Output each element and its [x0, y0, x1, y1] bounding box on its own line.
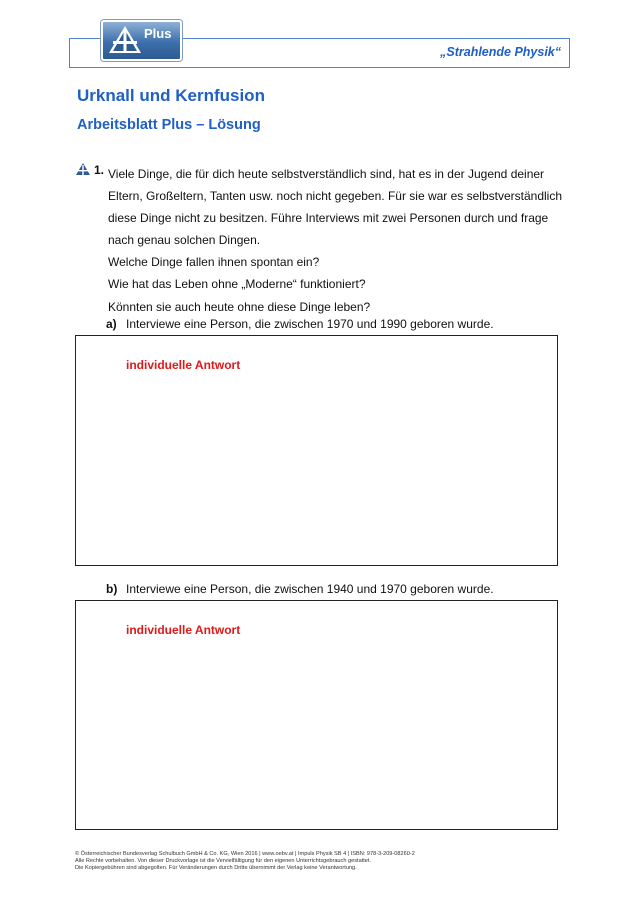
series-title: „Strahlende Physik“	[440, 45, 561, 59]
answer-a: individuelle Antwort	[126, 358, 241, 372]
task-line: Wie hat das Leben ohne „Moderne“ funktioniert?	[108, 277, 366, 292]
footer-line: © Österreichischer Bundesverlag Schulbuch GmbH & Co. KG, Wien 2016 | www.oebv.at | Impuls Physik SB 4 | ISBN: 978-3-209-08260-2	[75, 851, 415, 857]
logo-text: Plus	[144, 26, 172, 41]
pyramid-logo-icon	[107, 25, 143, 55]
subtask-b-label: b)	[106, 582, 118, 596]
task-line: nach genau solchen Dingen.	[108, 233, 261, 248]
task-number: 1.	[94, 163, 105, 177]
subtask-a-label: a)	[106, 317, 117, 331]
pyramid-task-icon	[76, 163, 90, 175]
footer-copyright	[75, 851, 575, 872]
footer-line: Die Kopiergebühren sind abgegolten. Für Veränderungen durch Dritte übernimmt der Verlag keine Verantwortung.	[75, 865, 357, 871]
page-title: Urknall und Kernfusion	[77, 86, 265, 105]
task-line: Eltern, Großeltern, Tanten usw. noch nicht gegeben. Für sie war es selbstverständlich	[108, 189, 563, 204]
footer-line: Alle Rechte vorbehalten. Von dieser Druckvorlage ist die Vervielfältigung für den eigenen Unterrichtsgebrauch gestattet.	[75, 858, 372, 864]
answer-box-a	[75, 335, 558, 566]
answer-b: individuelle Antwort	[126, 623, 241, 637]
page-subtitle: Arbeitsblatt Plus – Lösung	[77, 117, 261, 133]
task-instructions	[108, 163, 570, 318]
task-line: Viele Dinge, die für dich heute selbstverständlich sind, hat es in der Jugend deiner	[108, 167, 545, 181]
subtask-a-text: Interviewe eine Person, die zwischen 1970 und 1990 geboren wurde.	[126, 317, 494, 331]
task-line: diese Dinge nicht zu besitzen. Führe Interviews mit zwei Personen durch und frage	[108, 211, 549, 226]
task-line: Welche Dinge fallen ihnen spontan ein?	[108, 255, 320, 270]
plus-logo	[101, 20, 182, 61]
subtask-b-text: Interviewe eine Person, die zwischen 1940 und 1970 geboren wurde.	[126, 582, 494, 596]
answer-box-b	[75, 600, 558, 830]
task-line: Könnten sie auch heute ohne diese Dinge leben?	[108, 299, 371, 314]
